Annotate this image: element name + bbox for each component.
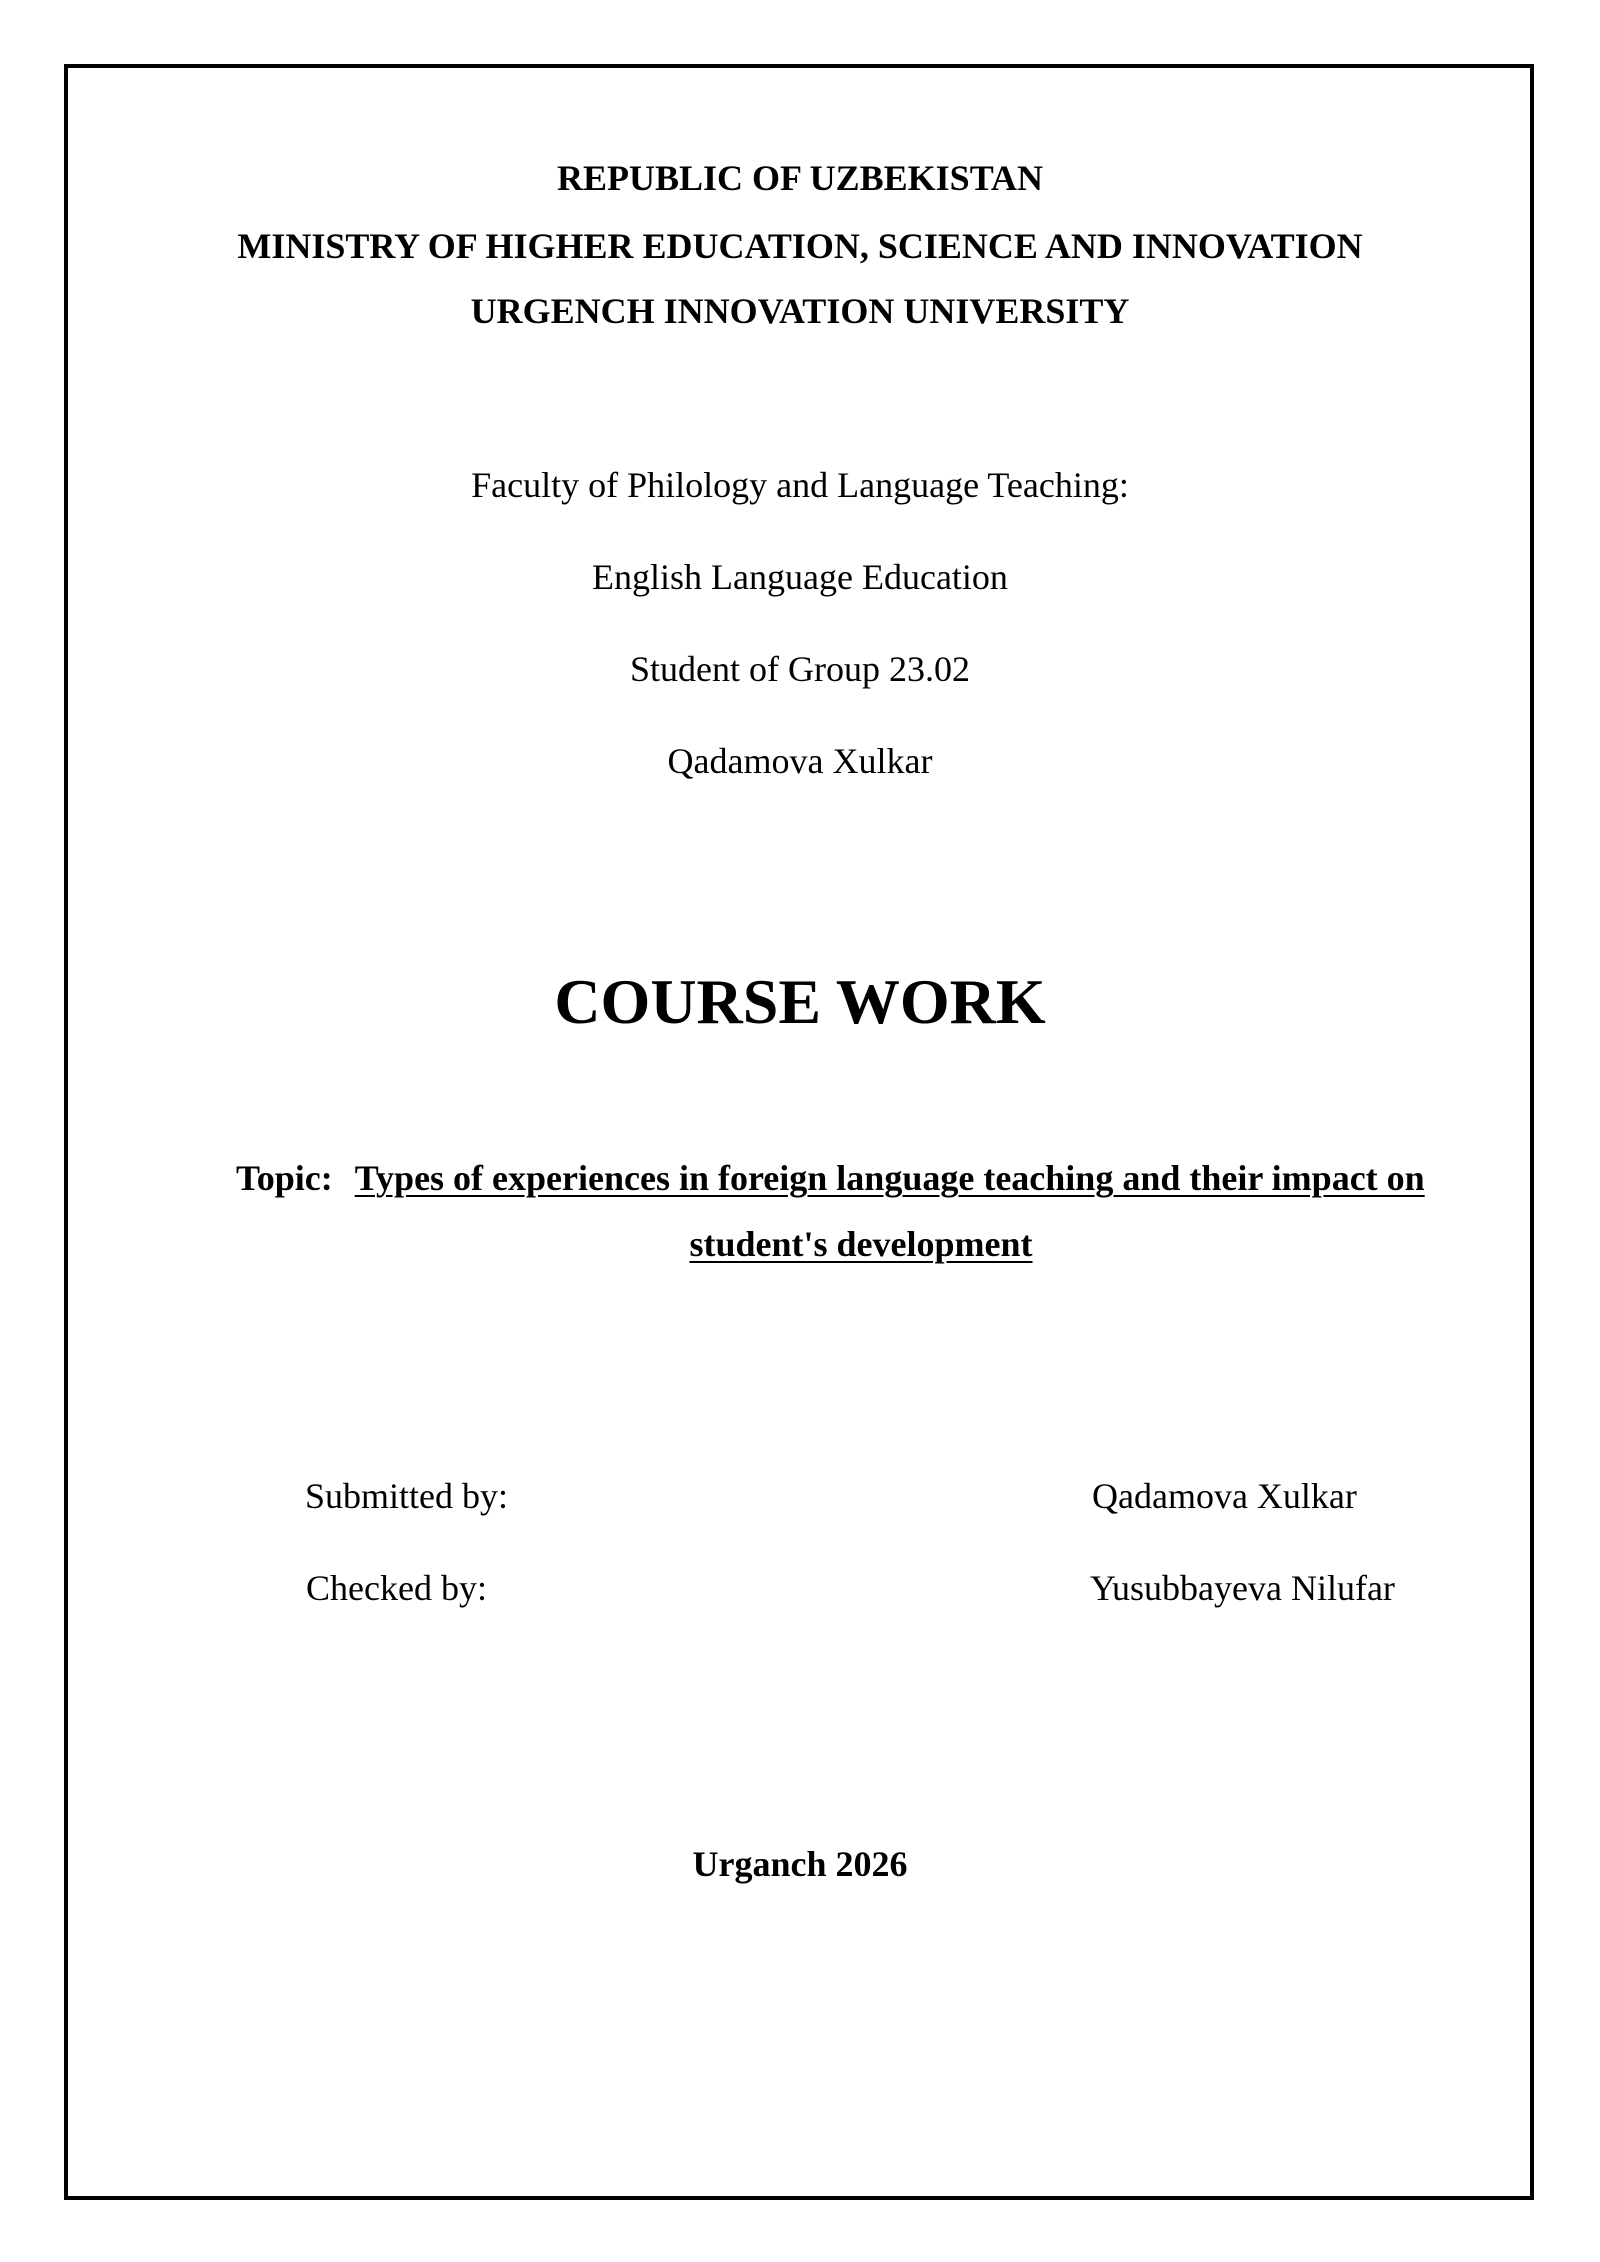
document-title: COURSE WORK <box>554 966 1046 1037</box>
place-year: Urganch 2026 <box>692 1844 908 1884</box>
checked-by-name: Yusubbayeva Nilufar <box>1090 1568 1395 1608</box>
topic-title-line1: Types of experiences in foreign language teaching and their impact on <box>354 1158 1425 1198</box>
topic-title-line2-wrap <box>0 1226 1600 1262</box>
topic-row <box>236 1160 1496 1196</box>
topic-label: Topic: <box>236 1158 333 1198</box>
ministry-heading: MINISTRY OF HIGHER EDUCATION, SCIENCE AND INNOVATION <box>237 226 1363 266</box>
group-line: Student of Group 23.02 <box>630 649 970 689</box>
university-heading: URGENCH INNOVATION UNIVERSITY <box>470 291 1130 331</box>
topic-title-line2: student's development <box>689 1224 1033 1264</box>
submitted-by-name: Qadamova Xulkar <box>1092 1476 1357 1516</box>
faculty-line: Faculty of Philology and Language Teaching: <box>471 465 1129 505</box>
submitted-by-label: Submitted by: <box>305 1476 509 1516</box>
student-name-line: Qadamova Xulkar <box>667 741 933 781</box>
program-line: English Language Education <box>592 557 1008 597</box>
country-heading: REPUBLIC OF UZBEKISTAN <box>556 158 1044 198</box>
checked-by-label: Checked by: <box>306 1568 487 1608</box>
